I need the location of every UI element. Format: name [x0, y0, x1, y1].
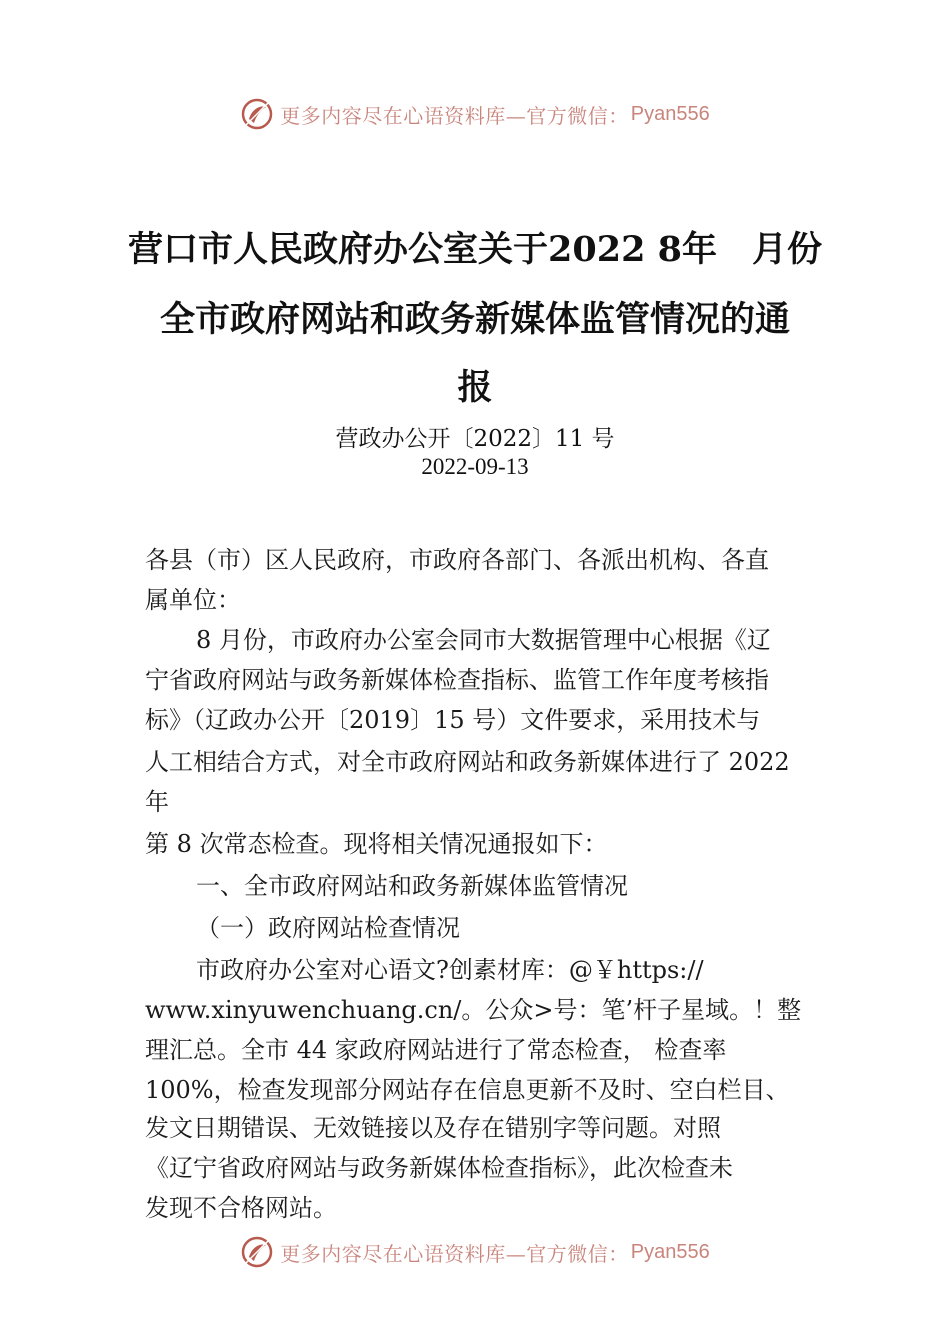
- body-line: 发现不合格网站。: [145, 1194, 337, 1222]
- document-title-line-1: 营口市人民政府办公室关于2022 8年 月份: [128, 229, 822, 270]
- body-line: 第 8 次常态检查。现将相关情况通报如下：: [145, 830, 608, 858]
- body-line: 100%，检查发现部分网站存在信息更新不及时、空白栏目、: [145, 1076, 790, 1104]
- subsection-heading: （一）政府网站检查情况: [196, 914, 460, 942]
- seal-logo-icon: [240, 1235, 274, 1269]
- watermark-banner-bottom: [0, 1232, 950, 1272]
- body-line: 人工相结合方式，对全市政府网站和政务新媒体进行了 2022: [145, 748, 790, 776]
- body-line: www.xinyuwenchuang.cn/。公众>号：笔’杆子星域。！整: [145, 996, 802, 1024]
- body-line: 属单位：: [145, 586, 241, 614]
- watermark-text: 更多内容尽在心语资料库—官方微信：: [280, 1241, 629, 1266]
- body-line: 各县（市）区人民政府，市政府各部门、各派出机构、各直: [145, 546, 769, 574]
- body-line: 年: [145, 788, 169, 816]
- document-title-line-2: 全市政府网站和政务新媒体监管情况的通: [159, 299, 790, 340]
- document-title-line-3: 报: [457, 367, 493, 408]
- watermark-banner-top: [0, 94, 950, 134]
- body-line: 理汇总。全市 44 家政府网站进行了常态检查， 检查率: [145, 1036, 727, 1064]
- watermark-text: 更多内容尽在心语资料库—官方微信：: [280, 103, 629, 128]
- section-heading: 一、全市政府网站和政务新媒体监管情况: [196, 872, 628, 900]
- body-line: 标》（辽政办公开〔2019〕15 号）文件要求，采用技术与: [145, 706, 761, 734]
- document-date: 2022-09-13: [421, 454, 529, 479]
- body-line: 《辽宁省政府网站与政务新媒体检查指标》，此次检查未: [145, 1154, 733, 1182]
- body-line: 发文日期错误、无效链接以及存在错别字等问题。对照: [145, 1114, 721, 1142]
- body-line: 市政府办公室对心语文?创素材库：@￥https://: [196, 956, 704, 984]
- body-line: 宁省政府网站与政务新媒体检查指标、监管工作年度考核指: [145, 666, 769, 694]
- wechat-id: Pyan556: [630, 1240, 710, 1263]
- seal-logo-icon: [240, 97, 274, 131]
- body-line: 8 月份，市政府办公室会同市大数据管理中心根据《辽: [196, 626, 771, 654]
- wechat-id: Pyan556: [630, 102, 710, 125]
- document-number: 营政办公开〔2022〕11 号: [335, 426, 615, 452]
